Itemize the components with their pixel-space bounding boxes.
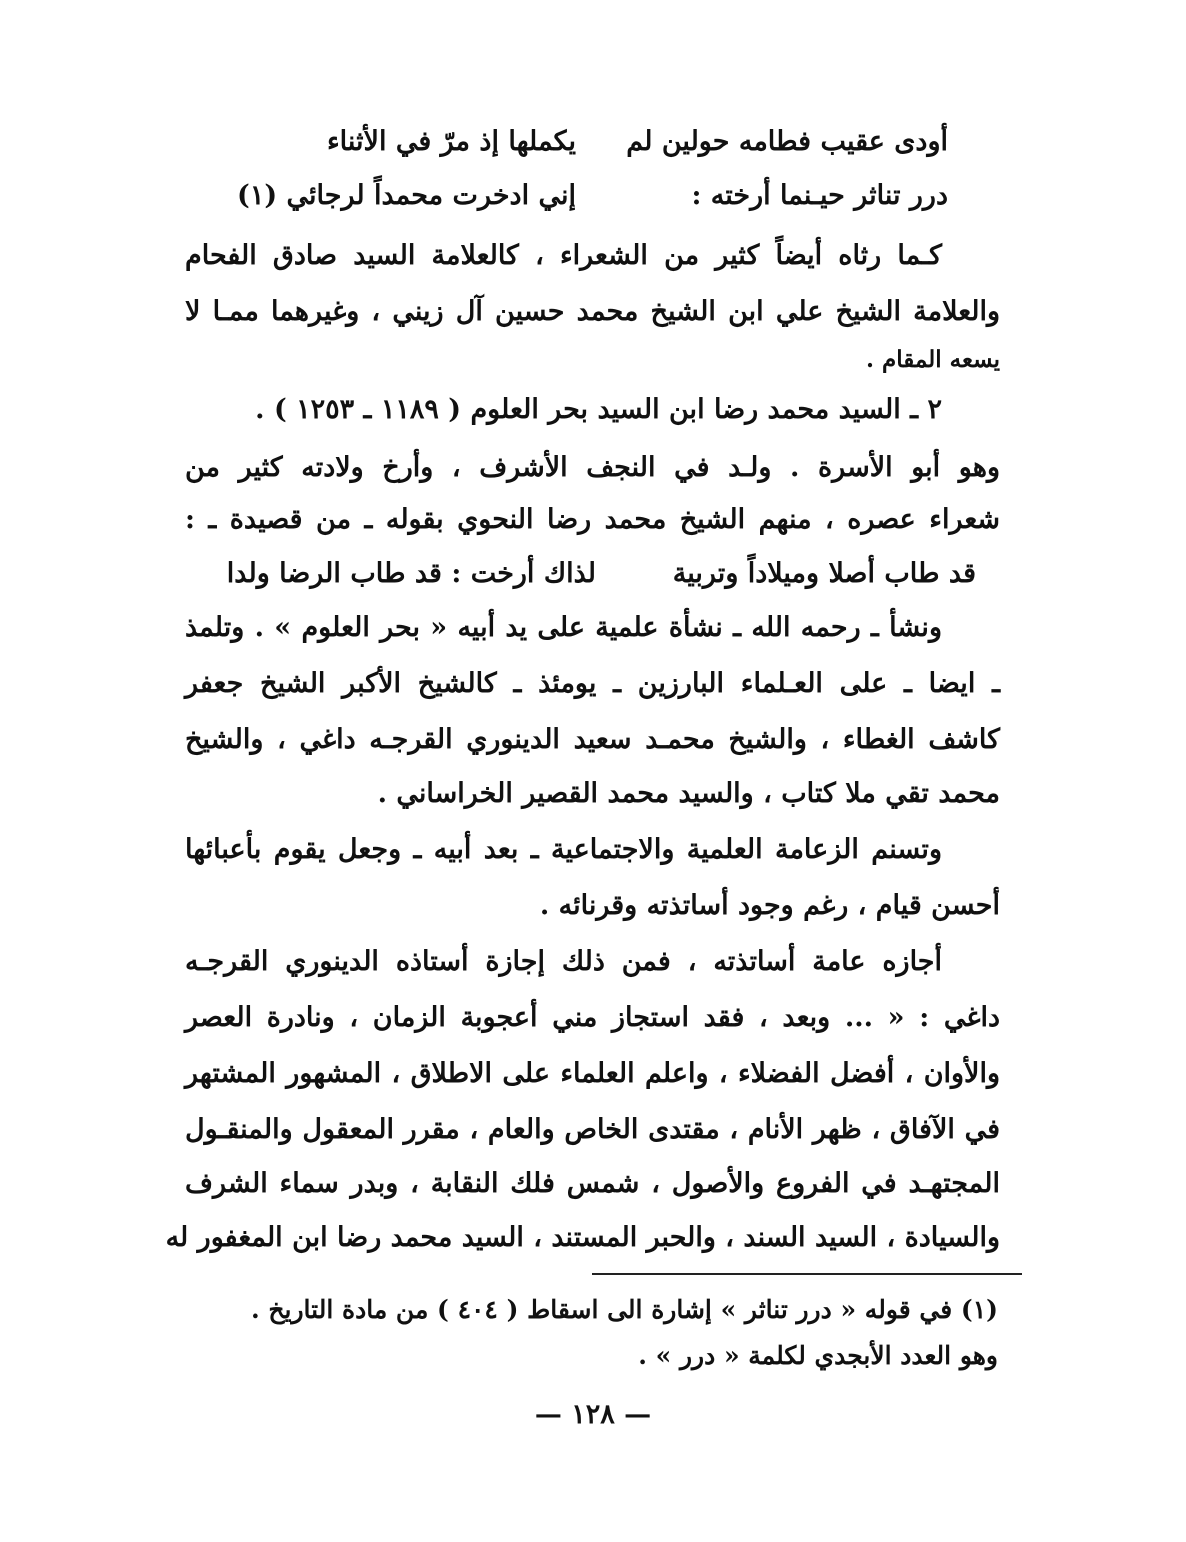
verse-hemistich-left: لذاك أرخت : قد طاب الرضا ولدا (226, 558, 596, 589)
body-line: والسيادة ، السيد السند ، والحبر المستند ، السيد محمد رضا ابن المغفور له (165, 1222, 1000, 1253)
verse-hemistich-right: أودى عقيب فطامه حولين لم (626, 126, 948, 157)
body-line: ونشأ ـ رحمه الله ـ نشأة علمية على يد أبيه « بحر العلوم » . وتلمذ (185, 612, 942, 643)
body-line: كـما رثاه أيضاً كثير من الشعراء ، كالعلامة السيد صادق الفحام (185, 240, 942, 271)
body-line: وهو أبو الأسرة . ولـد في النجف الأشرف ، وأرخ ولادته كثير من (185, 452, 1000, 483)
footnote-separator (592, 1273, 1022, 1275)
body-line: داغي : « ... وبعد ، فقد استجاز مني أعجوبة الزمان ، ونادرة العصر (185, 1002, 1000, 1033)
verse-hemistich-left: يكملها إذ مرّ في الأثناء (326, 126, 576, 157)
poem-verse-2 (230, 174, 948, 218)
poem-verse-1 (230, 120, 948, 164)
verse-hemistich-right: درر تناثر حيـنما أرخته : (691, 180, 948, 211)
body-line: المجتهـد في الفروع والأصول ، شمس فلك النقابة ، وبدر سماء الشرف (185, 1168, 1000, 1199)
body-line: أجازه عامة أساتذته ، فمن ذلك إجازة أستاذه الدينوري القرجـه (185, 946, 942, 977)
verse-hemistich-left: إني ادخرت محمداً لرجائي (١) (237, 180, 576, 211)
footnote-line: وهو العدد الأبجدي لكلمة « درر » . (638, 1341, 998, 1370)
body-line: محمد تقي ملا كتاب ، والسيد محمد القصير الخراساني . (377, 778, 1000, 809)
verse-hemistich-right: قد طاب أصلا وميلاداً وتربية (672, 558, 976, 589)
footnote-line: (١) في قوله « درر تناثر » إشارة الى اسقاط ( ٤٠٤ ) من مادة التاريخ . (250, 1295, 998, 1324)
poem-verse-3 (216, 552, 976, 596)
body-line: شعراء عصره ، منهم الشيخ محمد رضا النحوي بقوله ـ من قصيدة ـ : (185, 504, 1000, 535)
page-number: — ١٢٨ — (534, 1399, 652, 1430)
section-heading: ٢ ـ السيد محمد رضا ابن السيد بحر العلوم ( ١١٨٩ ـ ١٢٥٣ ) . (255, 394, 942, 425)
body-line: يسعه المقام . (866, 346, 1000, 373)
body-line: والأوان ، أفضل الفضلاء ، واعلم العلماء على الاطلاق ، المشهور المشتهر (185, 1058, 1000, 1089)
body-line: والعلامة الشيخ علي ابن الشيخ محمد حسين آل زيني ، وغيرهما ممـا لا (185, 296, 1000, 327)
body-line: وتسنم الزعامة العلمية والاجتماعية ـ بعد أبيه ـ وجعل يقوم بأعبائها (185, 834, 942, 865)
body-line: كاشف الغطاء ، والشيخ محمـد سعيد الدينوري القرجـه داغي ، والشيخ (185, 724, 1000, 755)
body-line: أحسن قيام ، رغم وجود أساتذته وقرنائه . (539, 890, 1000, 921)
body-line: ـ ايضا ـ على العـلماء البارزين ـ يومئذ ـ كالشيخ الأكبر الشيخ جعفر (185, 668, 1000, 699)
body-line: في الآفاق ، ظهر الأنام ، مقتدى الخاص والعام ، مقرر المعقول والمنقـول (185, 1114, 1000, 1145)
